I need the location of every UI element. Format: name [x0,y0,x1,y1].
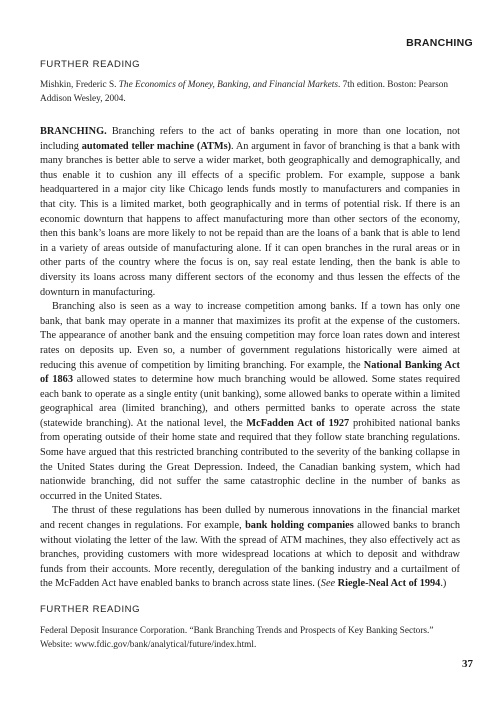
paragraph-text: .) [440,578,447,590]
further-reading-reference: Federal Deposit Insurance Corporation. “Bank Branching Trends and Prospects of Key Banking Sectors.” Website: www.fdic.gov/bank/analytical/future/index.html. [40,626,434,651]
entry-paragraph-1 [40,125,460,300]
reference-author: Mishkin, Frederic S. [40,80,119,90]
paragraph-text: Branching also is seen as a way to increase competition among banks. If a town has only one bank, that bank may operate in a manner that maximizes its profit at the expense of the customers. The appearance of another bank and the ensuing competition may force loan rates down and interest rates on deposits up. Even so, a number of government regulations historically were aimed at reducing this avenue of competition by limiting branching. For example, the [40,301,460,371]
paragraph-text: allowed banks to branch without violating the letter of the law. With the spread of ATM machines, they also effectively act as branches, providing customers with more widespread locations at which to deposit and withdraw funds from their accounts. More recently, deregulation of the banking industry and a curtailment of the McFadden Act have enabled banks to branch across state lines. ( [40,520,460,590]
reference-publication: . 7th edition. Boston: Pearson Addison Wesley, 2004. [40,80,448,105]
running-head: BRANCHING [406,37,473,49]
reference-title: The Economics of Money, Banking, and Financial Markets [118,80,338,90]
entry-headword: BRANCHING. [40,126,107,137]
further-reading-heading: FURTHER READING [40,604,141,615]
cross-reference: National Banking Act of 1863 [40,359,460,386]
paragraph-text: The thrust of these regulations has been dulled by numerous innovations in the financial market and recent changes in regulations. For example, [40,505,460,532]
cross-reference: McFadden Act of 1927 [246,417,350,429]
page-number: 37 [462,658,473,670]
entry-paragraph-3 [40,504,460,592]
paragraph-text: prohibited national banks from operating outside of their home state and required that they follow state branching regulations. Some have argued that this restricted branching contributed to the severity of the banking collapse in the United States during the Great Depression. Indeed, the Canadian banking system, which had nationwide branching, did not suffer the same catastrophic decline in the number of banks as occurred in the United States. [40,417,460,502]
entry-body [40,125,460,592]
cross-reference: Riegle-Neal Act of 1994 [337,578,441,590]
paragraph-text: Branching refers to the act of banks operating in more than one location, not including [40,126,460,152]
further-reading-heading: FURTHER READING [40,59,141,70]
see-label: See [320,578,336,590]
cross-reference: bank holding companies [245,520,354,532]
paragraph-text: . An argument in favor of branching is that a bank with many branches is better able to serve a wider market, both geographically and demographically, and thus enable it to cushion any ill effects of a specific problem. For example, suppose a bank headquartered in a major city like Chicago lends funds mostly to manufacturers and companies in that city. This is a limited market, both geographically and in terms of potential risk. If there is an economic downturn that happens to affect manufacturing more than other sectors of the economy, then this bank’s loans are more likely to not be repaid than are the loans of a bank that is able to lend in a variety of areas outside of manufacturing alone. If it can open branches in the rural areas or in other parts of the country where the focus is on, say real estate lending, then the bank is able to diversity its loans across many different sectors of the economy and thus lessen the effects of the downturn in manufacturing. [40,140,460,298]
further-reading-reference [40,78,460,106]
entry-paragraph-2 [40,300,460,504]
paragraph-text: allowed states to determine how much branching would be allowed. Some states required each bank to operate as a single entity (unit banking), some allowed banks to operate within a limited geographical area (limited branching), and others permitted banks to operate across the state (statewide branching). At the national level, the [40,374,460,429]
cross-reference: automated teller machine (ATMs) [81,140,232,152]
